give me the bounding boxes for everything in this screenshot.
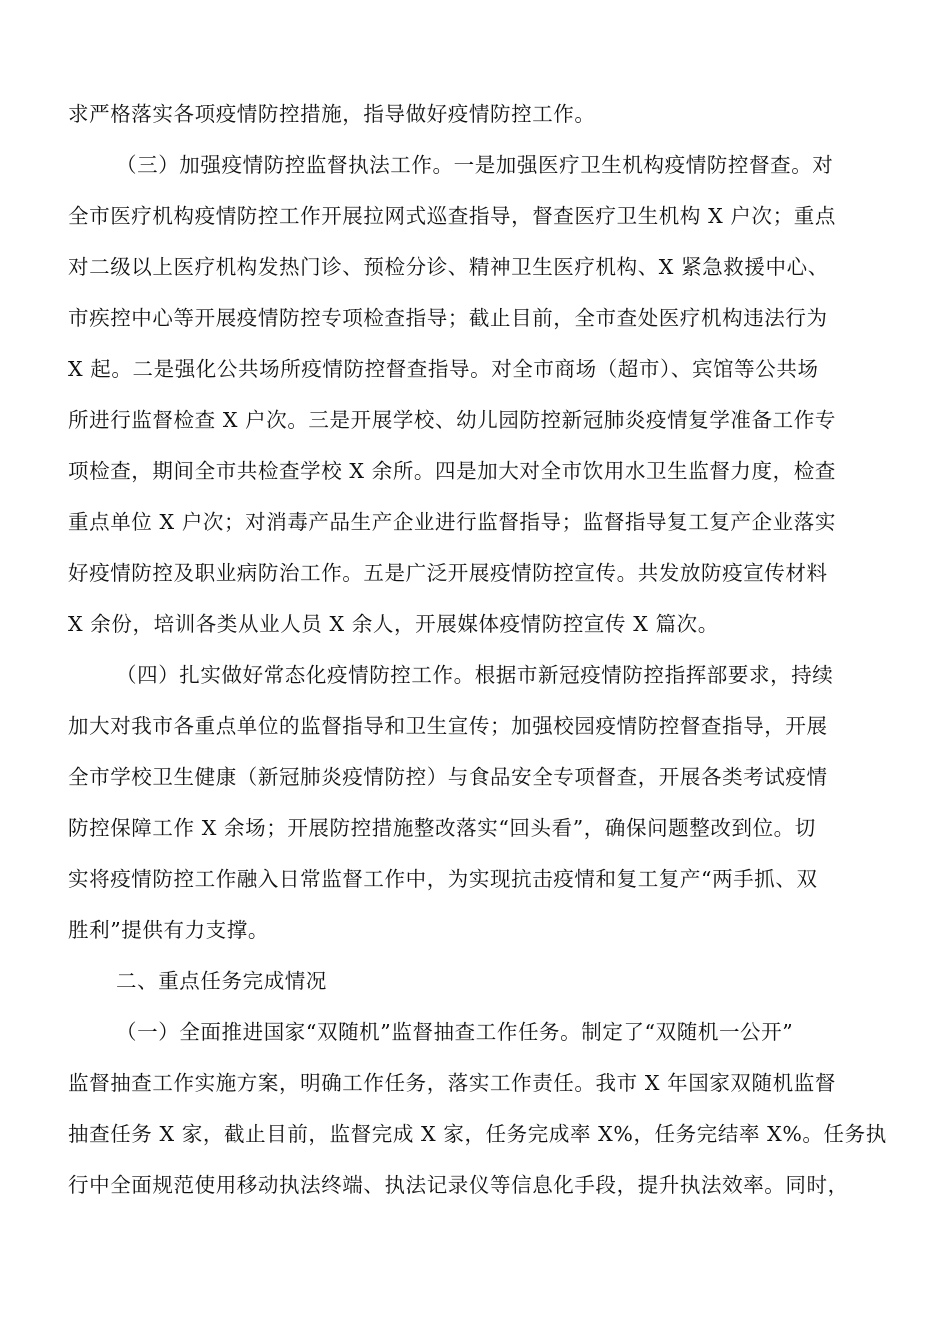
text-line: 抽查任务 X 家，截止目前，监督完成 X 家，任务完成率 X%，任务完结率 X%。任务执 [68,1122,887,1146]
text-line: X 起。二是强化公共场所疫情防控督查指导。对全市商场（超市）、宾馆等公共场 [68,357,819,381]
text-line: 求严格落实各项疫情防控措施，指导做好疫情防控工作。 [68,102,596,126]
text-line: 项检查，期间全市共检查学校 X 余所。四是加大对全市饮用水卫生监督力度，检查 [68,459,836,483]
text-line: X 余份，培训各类从业人员 X 余人，开展媒体疫情防控宣传 X 篇次。 [68,612,719,636]
text-line: 所进行监督检查 X 户次。三是开展学校、幼儿园防控新冠肺炎疫情复学准备工作专 [68,408,836,432]
text-line: 好疫情防控及职业病防治工作。五是广泛开展疫情防控宣传。共发放防疫宣传材料 [68,561,828,585]
text-line: 防控保障工作 X 余场；开展防控措施整改落实“回头看”，确保问题整改到位。切 [68,816,816,840]
text-line: 实将疫情防控工作融入日常监督工作中，为实现抗击疫情和复工复产“两手抓、双 [68,867,818,891]
text-line: 全市学校卫生健康（新冠肺炎疫情防控）与食品安全专项督查，开展各类考试疫情 [68,765,828,789]
text-line: 市疾控中心等开展疫情防控专项检查指导；截止目前，全市查处医疗机构违法行为 [68,306,828,330]
text-line: 加大对我市各重点单位的监督指导和卫生宣传；加强校园疫情防控督查指导，开展 [68,714,828,738]
text-line: 全市医疗机构疫情防控工作开展拉网式巡查指导，督查医疗卫生机构 X 户次；重点 [68,204,836,228]
text-line: 行中全面规范使用移动执法终端、执法记录仪等信息化手段，提升执法效率。同时， [68,1173,849,1197]
paragraph-heading-4: （四）扎实做好常态化疫情防控工作。根据市新冠疫情防控指挥部要求，持续 [116,663,834,687]
text-line: 重点单位 X 户次；对消毒产品生产企业进行监督指导；监督指导复工复产企业落实 [68,510,836,534]
paragraph-heading-3: （三）加强疫情防控监督执法工作。一是加强医疗卫生机构疫情防控督查。对 [116,153,834,177]
text-line: 对二级以上医疗机构发热门诊、预检分诊、精神卫生医疗机构、X 紧急救援中心、 [68,255,829,279]
text-line: 胜利”提供有力支撑。 [68,918,269,942]
text-line: 监督抽查工作实施方案，明确工作任务，落实工作责任。我市 X 年国家双随机监督 [68,1071,836,1095]
paragraph-heading-1: （一）全面推进国家“双随机”监督抽查工作任务。制定了“双随机一公开” [116,1020,794,1044]
section-heading: 二、重点任务完成情况 [116,969,327,993]
